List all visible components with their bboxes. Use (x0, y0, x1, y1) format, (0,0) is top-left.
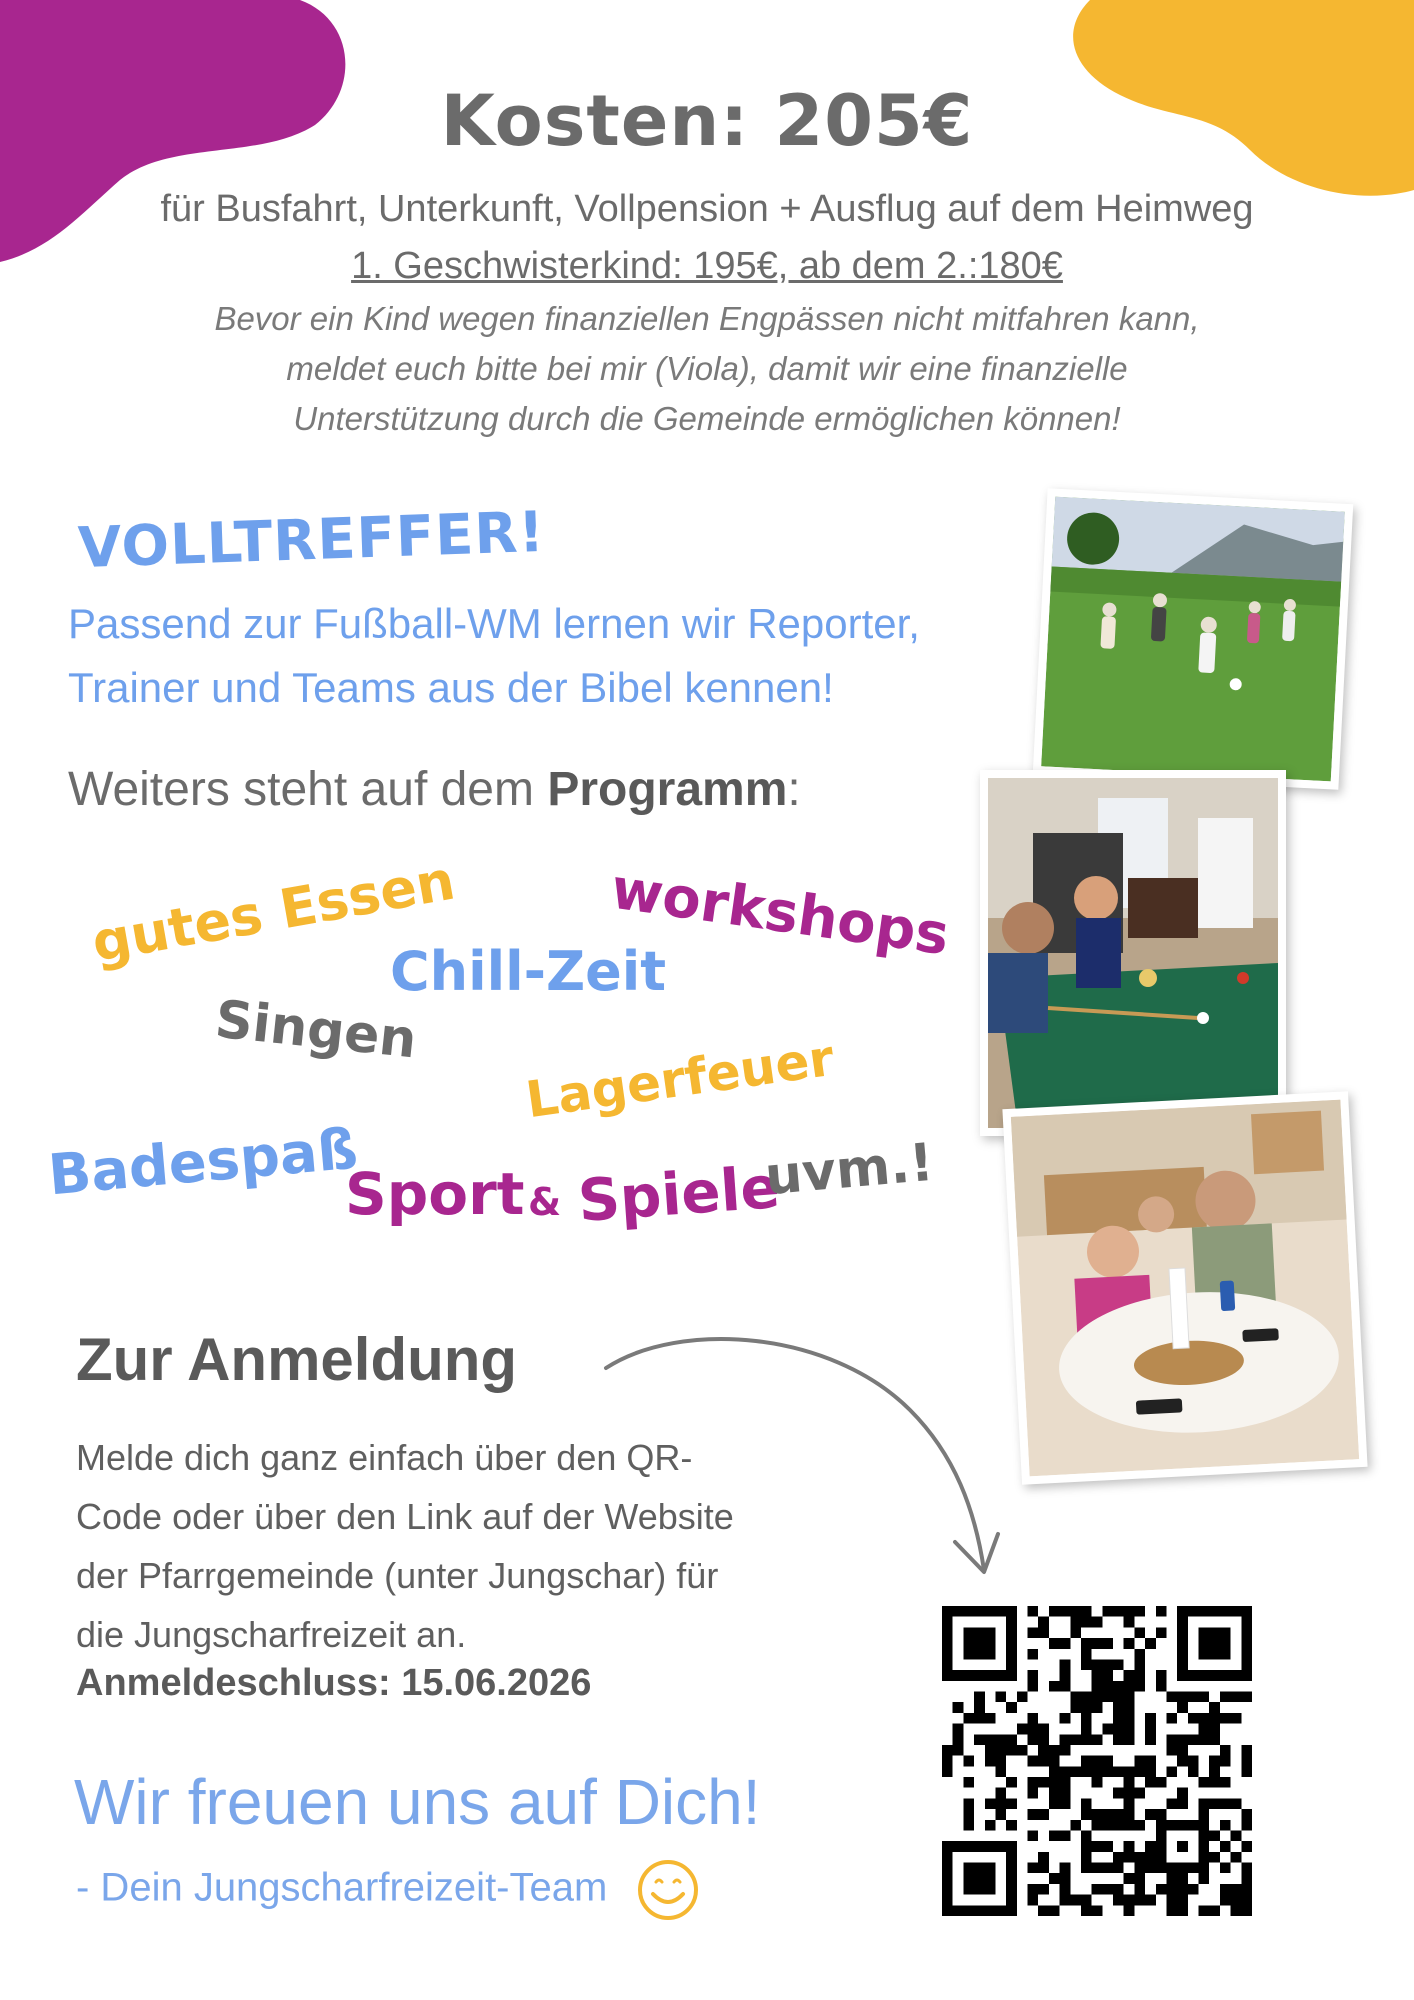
program-intro (68, 762, 801, 817)
program-item-lagerfeuer: Lagerfeuer (522, 1028, 838, 1130)
program-item-uvm: uvm.! (762, 1132, 936, 1208)
signature-text: - Dein Jungscharfreizeit-Team (76, 1865, 608, 1910)
financial-note-line: Unterstützung durch die Gemeinde ermöglichen können! (293, 400, 1121, 437)
registration-line: Melde dich ganz einfach über den QR- (76, 1437, 693, 1478)
closing-greeting: Wir freuen uns auf Dich! (74, 1766, 761, 1838)
photo-table (1002, 1091, 1367, 1485)
qr-code[interactable] (942, 1606, 1252, 1916)
program-item-essen: gutes Essen (87, 848, 460, 975)
program-item-badespass: Badespaß (45, 1116, 361, 1209)
theme-line: Trainer und Teams aus der Bibel kennen! (68, 664, 834, 711)
program-item-workshops: workshops (607, 856, 954, 969)
financial-note-line: meldet euch bitte bei mir (Viola), damit wir eine finanzielle (286, 350, 1128, 387)
registration-line: die Jungscharfreizeit an. (76, 1614, 467, 1655)
program-item-singen: Singen (212, 989, 420, 1071)
photo-football (1033, 488, 1354, 790)
cost-includes: für Busfahrt, Unterkunft, Vollpension + Ausflug auf dem Heimweg (160, 188, 1254, 230)
registration-heading: Zur Anmeldung (76, 1326, 518, 1393)
program-intro-suffix: : (787, 763, 801, 816)
arrow-icon (600, 1320, 1020, 1590)
registration-line: Code oder über den Link auf der Website (76, 1496, 734, 1537)
program-item-amp: & (528, 1180, 562, 1224)
theme-line: Passend zur Fußball-WM lernen wir Reporter, (68, 600, 920, 647)
sibling-discount: 1. Geschwisterkind: 195€, ab dem 2.:180€ (351, 245, 1063, 287)
program-item-spiele: Spiele (575, 1153, 782, 1235)
program-item-sport: Sport (345, 1160, 525, 1228)
closing-signature (76, 1858, 700, 1922)
smiley-icon (636, 1858, 700, 1922)
program-intro-prefix: Weiters steht auf dem (68, 763, 548, 816)
photo-billiard (980, 770, 1286, 1136)
registration-line: der Pfarrgemeinde (unter Jungschar) für (76, 1555, 719, 1596)
registration-deadline: Anmeldeschluss: 15.06.2026 (76, 1662, 592, 1704)
program-item-chill: Chill-Zeit (390, 940, 667, 1003)
financial-note-line: Bevor ein Kind wegen finanziellen Engpässen nicht mitfahren kann, (214, 300, 1200, 337)
cost-title: Kosten: 205€ (440, 80, 974, 162)
program-intro-bold: Programm (547, 763, 788, 816)
theme-heading: VOLLTREFFER! (77, 499, 547, 582)
